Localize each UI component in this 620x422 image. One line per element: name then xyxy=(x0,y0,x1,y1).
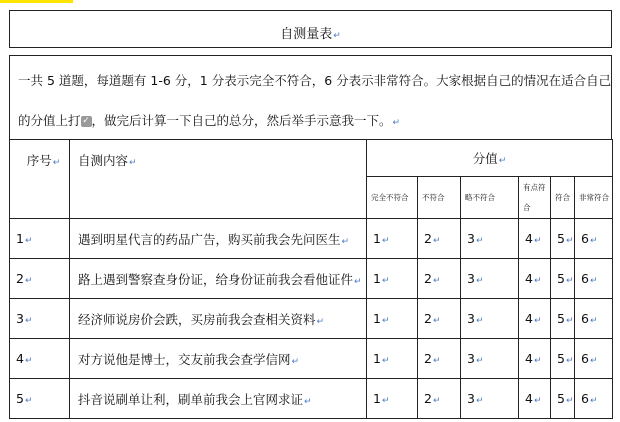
table-row xyxy=(10,339,613,379)
header-sub-3: 略不符合 xyxy=(461,177,519,219)
table-row xyxy=(10,299,613,339)
score-option-2[interactable]: 2↵ xyxy=(418,299,461,339)
score-option-3[interactable]: 3↵ xyxy=(461,299,519,339)
row-content: 遇到明星代言的药品广告，购买前我会先问医生↵ xyxy=(70,219,367,259)
table-row xyxy=(10,219,613,259)
score-option-4[interactable]: 4↵ xyxy=(519,379,551,419)
page-title: 自测量表↵ xyxy=(280,27,341,42)
score-option-6[interactable]: 6↵ xyxy=(575,219,613,259)
table-row xyxy=(10,379,613,419)
score-option-5[interactable]: 5↵ xyxy=(551,339,575,379)
header-sub-1: 完全不符合 xyxy=(367,177,418,219)
title-box xyxy=(9,10,612,48)
score-option-3[interactable]: 3↵ xyxy=(461,219,519,259)
score-option-6[interactable]: 6↵ xyxy=(575,299,613,339)
header-index: 序号↵ xyxy=(10,140,70,219)
row-content: 经济师说房价会跌，买房前我会查相关资料↵ xyxy=(70,299,367,339)
score-option-5[interactable]: 5↵ xyxy=(551,299,575,339)
score-option-2[interactable]: 2↵ xyxy=(418,379,461,419)
row-content: 路上遇到警察查身份证，给身份证前我会看他证件↵ xyxy=(70,259,367,299)
score-option-4[interactable]: 4↵ xyxy=(519,259,551,299)
score-option-1[interactable]: 1↵ xyxy=(367,379,418,419)
paragraph-mark-icon: ↵ xyxy=(333,31,341,41)
paragraph-mark-icon: ↵ xyxy=(392,118,401,128)
score-option-5[interactable]: 5↵ xyxy=(551,219,575,259)
row-content: 对方说他是博士，交友前我会查学信网↵ xyxy=(70,339,367,379)
instructions-line-2: 的分值上打 ✓ ，做完后计算一下自己的总分，然后举手示意我一下。↵ xyxy=(18,113,401,128)
row-content: 抖音说刷单让利，刷单前我会上官网求证↵ xyxy=(70,379,367,419)
score-option-6[interactable]: 6↵ xyxy=(575,259,613,299)
row-index: 3↵ xyxy=(10,299,70,339)
self-test-table xyxy=(9,139,613,419)
header-sub-4: 有点符合 xyxy=(519,177,551,219)
score-option-3[interactable]: 3↵ xyxy=(461,339,519,379)
score-option-4[interactable]: 4↵ xyxy=(519,339,551,379)
score-option-3[interactable]: 3↵ xyxy=(461,379,519,419)
score-option-5[interactable]: 5↵ xyxy=(551,259,575,299)
score-option-2[interactable]: 2↵ xyxy=(418,339,461,379)
row-index: 2↵ xyxy=(10,259,70,299)
header-sub-5: 符合 xyxy=(551,177,575,219)
score-option-6[interactable]: 6↵ xyxy=(575,339,613,379)
score-option-5[interactable]: 5↵ xyxy=(551,379,575,419)
score-option-6[interactable]: 6↵ xyxy=(575,379,613,419)
header-content: 自测内容↵ xyxy=(70,140,367,219)
instructions-box xyxy=(9,55,612,139)
score-option-1[interactable]: 1↵ xyxy=(367,219,418,259)
header-score: 分值↵ xyxy=(367,140,613,177)
score-option-1[interactable]: 1↵ xyxy=(367,339,418,379)
row-index: 5↵ xyxy=(10,379,70,419)
score-option-4[interactable]: 4↵ xyxy=(519,219,551,259)
score-option-2[interactable]: 2↵ xyxy=(418,219,461,259)
score-option-1[interactable]: 1↵ xyxy=(367,259,418,299)
header-sub-6: 非常符合 xyxy=(575,177,613,219)
score-option-2[interactable]: 2↵ xyxy=(418,259,461,299)
score-option-3[interactable]: 3↵ xyxy=(461,259,519,299)
table-row xyxy=(10,259,613,299)
score-option-1[interactable]: 1↵ xyxy=(367,299,418,339)
header-sub-2: 不符合 xyxy=(418,177,461,219)
checkbox-icon: ✓ xyxy=(82,116,90,126)
row-index: 4↵ xyxy=(10,339,70,379)
instructions-line-1: 一共 5 道题，每道题有 1-6 分，1 分表示完全不符合，6 分表示非常符合。大家根据自己的情况在适合自己 xyxy=(18,73,612,88)
row-index: 1↵ xyxy=(10,219,70,259)
text-highlight xyxy=(0,0,73,3)
score-option-4[interactable]: 4↵ xyxy=(519,299,551,339)
